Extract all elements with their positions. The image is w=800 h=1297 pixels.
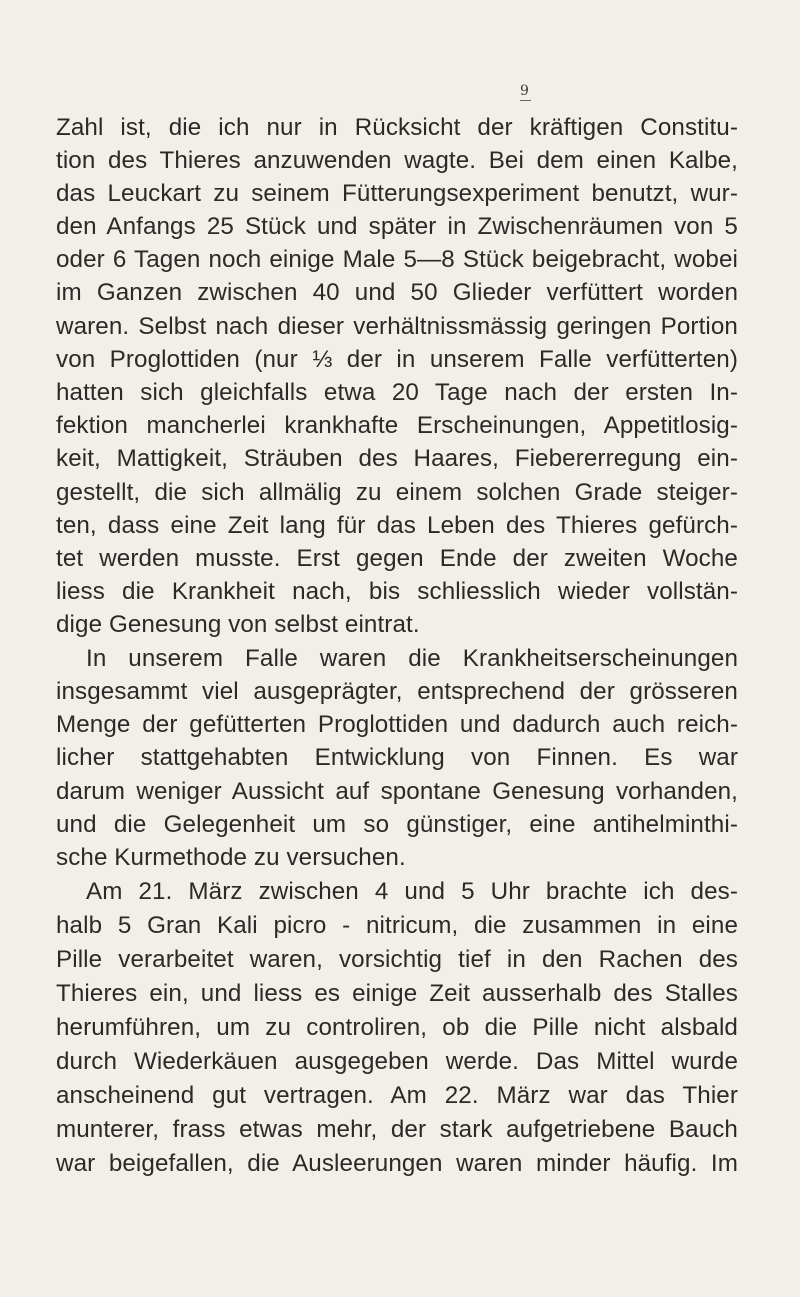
text-line: insgesammt viel ausgeprägter, entsprechend der grösseren (56, 678, 738, 705)
text-line: waren. Selbst nach dieser verhältnissmässig geringen Portion (56, 313, 738, 340)
text-line: im Ganzen zwischen 40 und 50 Glieder verfüttert worden (56, 279, 738, 306)
text-line: von Proglottiden (nur ⅓ der in unserem Falle verfütterten) (56, 346, 738, 373)
text-line: tion des Thieres anzuwenden wagte. Bei dem einen Kalbe, (56, 147, 738, 174)
text-line: oder 6 Tagen noch einige Male 5—8 Stück beigebracht, wobei (56, 246, 738, 273)
text-line: licher stattgehabten Entwicklung von Finnen. Es war (56, 744, 738, 771)
text-line: war beigefallen, die Ausleerungen waren minder häufig. Im (56, 1150, 738, 1177)
text-line: Thieres ein, und liess es einige Zeit ausserhalb des Stalles (56, 980, 738, 1007)
text-line: munterer, frass etwas mehr, der stark aufgetriebene Bauch (56, 1116, 738, 1143)
text-line: ten, dass eine Zeit lang für das Leben des Thieres gefürch- (56, 512, 738, 539)
paragraph-start: In unserem Falle waren die Krankheitserscheinungen (86, 645, 738, 672)
text-line: gestellt, die sich allmälig zu einem solchen Grade steiger- (56, 479, 738, 506)
text-line: herumführen, um zu controliren, ob die Pille nicht alsbald (56, 1014, 738, 1041)
text-line: halb 5 Gran Kali picro - nitricum, die zusammen in eine (56, 912, 738, 939)
text-line: tet werden musste. Erst gegen Ende der zweiten Woche (56, 545, 738, 572)
page-number: 9 (520, 83, 529, 99)
text-line: anscheinend gut vertragen. Am 22. März war das Thier (56, 1082, 738, 1109)
text-line: keit, Mattigkeit, Sträuben des Haares, Fiebererregung ein- (56, 445, 738, 472)
text-line: hatten sich gleichfalls etwa 20 Tage nach der ersten In- (56, 379, 738, 406)
text-line: liess die Krankheit nach, bis schliesslich wieder vollstän- (56, 578, 738, 605)
text-line: und die Gelegenheit um so günstiger, eine antihelminthi- (56, 811, 738, 838)
text-line: Pille verarbeitet waren, vorsichtig tief in den Rachen des (56, 946, 738, 973)
text-line: darum weniger Aussicht auf spontane Genesung vorhanden, (56, 778, 738, 805)
text-line: sche Kurmethode zu versuchen. (56, 844, 406, 871)
text-line: dige Genesung von selbst eintrat. (56, 611, 420, 638)
text-line: Zahl ist, die ich nur in Rücksicht der kräftigen Constitu- (56, 114, 738, 141)
text-line: fektion mancherlei krankhafte Erscheinungen, Appetitlosig- (56, 412, 738, 439)
paragraph-start: Am 21. März zwischen 4 und 5 Uhr brachte ich des- (86, 878, 738, 905)
text-line: durch Wiederkäuen ausgegeben werde. Das Mittel wurde (56, 1048, 738, 1075)
text-line: Menge der gefütterten Proglottiden und dadurch auch reich- (56, 711, 738, 738)
text-line: das Leuckart zu seinem Fütterungsexperiment benutzt, wur- (56, 180, 738, 207)
text-line: den Anfangs 25 Stück und später in Zwischenräumen von 5 (56, 213, 738, 240)
